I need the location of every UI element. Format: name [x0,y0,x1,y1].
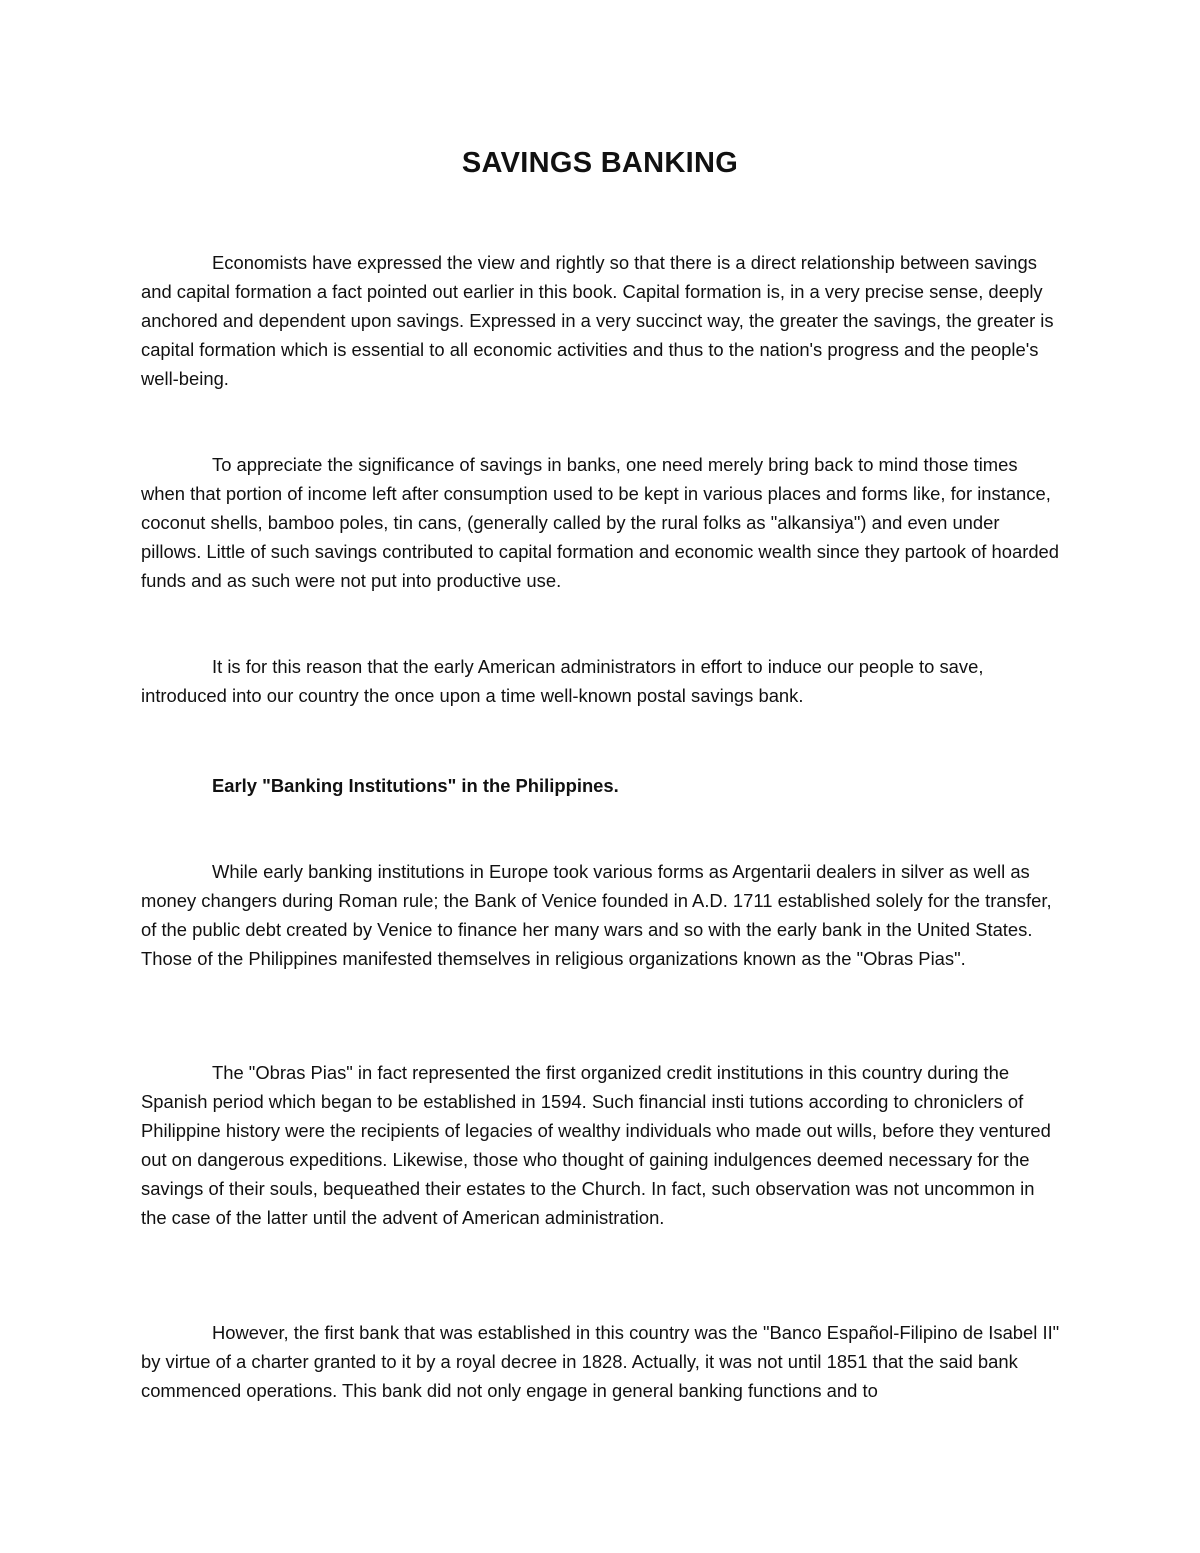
paragraph-postal-savings-bank: It is for this reason that the early American administrators in effort to induce our people to save, introduced into our country the once upon a time well-known postal savings bank. [141,656,984,706]
paragraph-early-banking-institutions: While early banking institutions in Europe took various forms as Argentarii dealers in silver as well as money changers during Roman rule; the Bank of Venice founded in A.D. 1711 established solely for the transfer, of the public debt created by Venice to finance her many wars and so with the early bank in the United States. Those of the Philippines manifested themselves in religious organizations known as the "Obras Pias". [141,861,1052,969]
paragraph-first-bank: However, the first bank that was established in this country was the "Banco Español-Filipino de Isabel II" by virtue of a charter granted to it by a royal decree in 1828. Actually, it was not until 1851 that the said bank commenced operations. This bank did not only engage in general banking functions and to [141,1322,1060,1401]
document-title: SAVINGS BANKING [461,147,739,179]
paragraph-significance-of-savings: To appreciate the significance of savings in banks, one need merely bring back to mind those times when that portion of income left after consumption used to be kept in various places and forms like, for instance, coconut shells, bamboo poles, tin cans, (generally called by the rural folks as "alkansiya") and even under pillows. Little of such savings contributed to capital formation and economic wealth since they partook of hoarded funds and as such were not put into productive use. [141,454,1060,591]
paragraph-savings-capital-formation: Economists have expressed the view and rightly so that there is a direct relationship between savings and capital formation a fact pointed out earlier in this book. Capital formation is, in a very precise sense, deeply anchored and dependent upon savings. Expressed in a very succinct way, the greater the savings, the greater is capital formation which is essential to all economic activities and thus to the nation's progress and the people's well-being. [141,252,1054,389]
section-heading-early-banking: Early "Banking Institutions" in the Philippines. [212,775,619,796]
paragraph-obras-pias: The "Obras Pias" in fact represented the first organized credit institutions in this country during the Spanish period which began to be established in 1594. Such financial insti tutions according to chroniclers of Philippine history were the recipients of legacies of wealthy individuals who made out wills, before they ventured out on dangerous expeditions. Likewise, those who thought of gaining indulgences deemed necessary for the savings of their souls, bequeathed their estates to the Church. In fact, such observation was not uncommon in the case of the latter until the advent of American administration. [141,1062,1051,1228]
